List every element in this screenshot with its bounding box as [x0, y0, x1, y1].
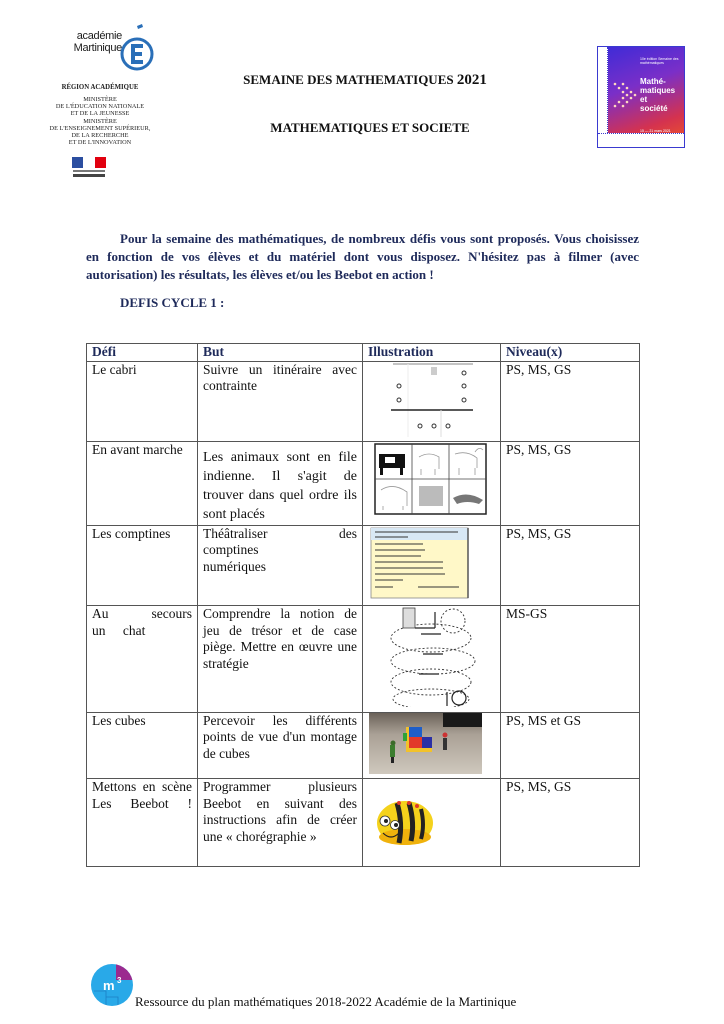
poster-decor-bottom	[598, 133, 684, 147]
cell-defi: Mettons en scène Les Beebot !	[87, 779, 198, 867]
table-row	[87, 606, 640, 713]
academie-word: académie	[76, 30, 122, 42]
column-header-illustration: Illustration	[363, 344, 501, 362]
animal-cards-icon	[363, 442, 500, 520]
cell-niveau: PS, MS, GS	[501, 525, 640, 606]
table-header-row	[87, 344, 640, 362]
poster-title	[640, 77, 684, 113]
poster-decor-stripe	[598, 47, 608, 147]
cubes-photo-icon	[363, 713, 500, 774]
ministry-line: DE L'ÉDUCATION NATIONALE	[55, 103, 145, 110]
nursery-rhyme-text-icon	[363, 526, 500, 601]
cell-niveau: PS, MS et GS	[501, 712, 640, 779]
poster-chevron-icon	[612, 81, 638, 109]
table-row	[87, 525, 640, 606]
academie-logo-text	[64, 30, 122, 54]
cell-but: Programmer plusieurs Beebot en suivant des instructions afin de créer une « chorégraphie »	[198, 779, 363, 867]
column-header-but: But	[198, 344, 363, 362]
ministry-line: MINISTÈRE	[83, 96, 117, 103]
column-header-defi: Défi	[87, 344, 198, 362]
poster-title-line: société	[640, 104, 668, 113]
cell-but: Les animaux sont en file indienne. Il s'agit de trouver dans quel ordre ils sont placés	[198, 442, 363, 526]
cell-but: Suivre un itinéraire avec contrainte	[198, 361, 363, 442]
cell-but: Théâtraliser des comptines numériques	[198, 525, 363, 606]
poster-title-line: matiques	[640, 86, 676, 95]
poster-date: 15 — 21 mars 2021	[640, 129, 671, 133]
ministry-line: DE L'ENSEIGNEMENT SUPÉRIEUR,	[49, 125, 151, 132]
beebot-robot-icon	[363, 779, 500, 861]
cell-defi: Les cubes	[87, 712, 198, 779]
cell-niveau: PS, MS, GS	[501, 361, 640, 442]
title-text: SEMAINE DES MATHEMATIQUES	[243, 72, 457, 87]
footer-text: Ressource du plan mathématiques 2018-2022 Académie de la Martinique	[135, 994, 517, 1009]
table-row	[87, 442, 640, 526]
title-year: 2021	[456, 72, 487, 88]
cell-illustration	[363, 779, 501, 867]
table-row	[87, 361, 640, 442]
cell-niveau: PS, MS, GS	[501, 779, 640, 867]
cell-niveau: MS-GS	[501, 606, 640, 713]
poster-edition-text: 10e édition Semaine des mathématiques	[640, 57, 679, 65]
board-game-path-icon	[363, 606, 500, 707]
academie-e-icon	[120, 24, 154, 74]
cell-illustration	[363, 361, 501, 442]
intro-paragraph: Pour la semaine des mathématiques, de nombreux défis vous sont proposés. Vous choisissez en fonction de vos élèves et du matériel dont vous disposez. N'hésitez pas à filmer (avec autorisation) les résultats, les élèves et/ou les Beebot en action !	[86, 231, 639, 282]
cell-but: Comprendre la notion de jeu de trésor et de case piège. Mettre en œuvre une stratégie	[198, 606, 363, 713]
cell-illustration	[363, 712, 501, 779]
section-title: DEFIS CYCLE 1 :	[120, 295, 225, 310]
marianne-flag-icon	[70, 157, 108, 179]
defis-table	[86, 343, 640, 867]
m3-logo-icon	[90, 963, 134, 1007]
ministry-line: DE LA RECHERCHE	[71, 132, 129, 139]
ministry-line: ET DE L'INNOVATION	[68, 139, 132, 146]
academie-martinique-logo	[64, 24, 154, 82]
poster-title-line: et	[640, 95, 648, 104]
cell-illustration	[363, 525, 501, 606]
poster-title-line: Mathé-	[640, 77, 666, 86]
column-header-niveau: Niveau(x)	[501, 344, 640, 362]
ministry-line: MINISTÈRE	[83, 118, 117, 125]
cell-niveau: PS, MS, GS	[501, 442, 640, 526]
region-academique-label: RÉGION ACADÉMIQUE	[61, 84, 139, 91]
cell-illustration	[363, 606, 501, 713]
semaine-maths-poster	[597, 46, 685, 148]
grid-path-diagram-icon	[363, 362, 500, 437]
svg-text:3: 3	[117, 976, 122, 985]
cell-defi: Au secours un chat	[87, 606, 198, 713]
cell-but: Percevoir les différents points de vue d'un montage de cubes	[198, 712, 363, 779]
page-subtitle: MATHEMATIQUES ET SOCIETE	[270, 120, 470, 135]
ministry-block	[38, 84, 162, 146]
svg-text:m: m	[103, 978, 115, 993]
ministry-line: ET DE LA JEUNESSE	[70, 110, 130, 117]
page-title	[200, 72, 530, 89]
cell-defi: Le cabri	[87, 361, 198, 442]
martinique-word: Martinique	[73, 42, 122, 54]
table-row	[87, 779, 640, 867]
cell-defi: En avant marche	[87, 442, 198, 526]
cell-defi: Les comptines	[87, 525, 198, 606]
table-row	[87, 712, 640, 779]
cell-illustration	[363, 442, 501, 526]
